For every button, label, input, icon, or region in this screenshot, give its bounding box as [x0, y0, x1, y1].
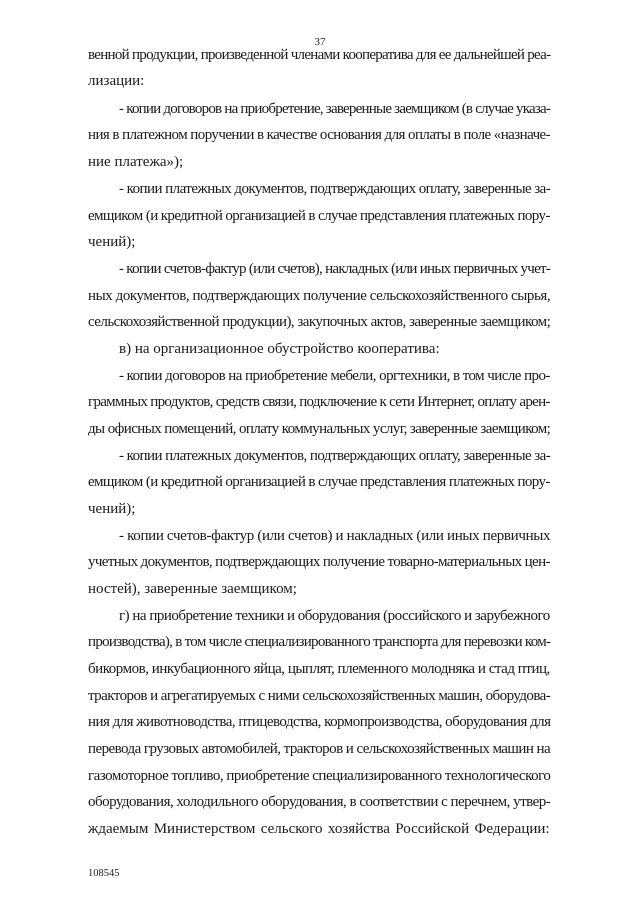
text-line: емщиком (и кредитной организацией в случае представления платежных пору-	[88, 208, 550, 224]
text-line: - копии платежных документов, подтверждающих оплату, заверенные за-	[119, 181, 551, 197]
text-line: - копии договоров на приобретение, заверенные заемщиком (в случае указа-	[119, 101, 551, 117]
text-line: - копии договоров на приобретение мебели, оргтехники, в том числе про-	[119, 368, 550, 384]
footer-code: 108545	[88, 868, 120, 879]
text-line: - копии платежных документов, подтверждающих оплату, заверенные за-	[119, 448, 551, 464]
text-line: ды офисных помещений, оплату коммунальных услуг, заверенные заемщиком;	[88, 421, 551, 437]
text-line: чений);	[88, 234, 136, 250]
page-number: 37	[314, 36, 326, 48]
text-line: ждаемым Министерством сельского хозяйства Российской Федерации:	[88, 821, 550, 837]
text-line: сельскохозяйственной продукции), закупочных актов, заверенные заемщиком;	[88, 314, 551, 330]
text-line: г) на приобретение техники и оборудования (российского и зарубежного	[119, 608, 550, 624]
text-line: лизации:	[88, 73, 145, 89]
text-line: учетных документов, подтверждающих получение товарно-материальных цен-	[88, 554, 550, 570]
text-line: производства), в том числе специализированного транспорта для перевозки ком-	[88, 634, 551, 650]
text-line: бикормов, инкубационного яйца, цыплят, племенного молодняка и стад птиц,	[88, 661, 550, 677]
text-line: ние платежа»);	[88, 154, 184, 170]
text-line: венной продукции, произведенной членами кооператива для ее дальнейшей реа-	[88, 47, 551, 63]
text-line: в) на организационное обустройство кооператива:	[119, 341, 440, 357]
text-line: - копии счетов-фактур (или счетов) и накладных (или иных первичных	[119, 528, 551, 544]
text-line: чений);	[88, 501, 136, 517]
text-line: граммных продуктов, средств связи, подключение к сети Интернет, оплату арен-	[88, 394, 550, 410]
text-line: тракторов и агрегатируемых с ними сельскохозяйственных машин, оборудова-	[88, 688, 551, 704]
text-line: ния для животноводства, птицеводства, кормопроизводства, оборудования для	[88, 714, 551, 730]
text-line: перевода грузовых автомобилей, тракторов и сельскохозяйственных машин на	[88, 741, 551, 757]
text-line: оборудования, холодильного оборудования, в соответствии с перечнем, утвер-	[88, 794, 551, 810]
text-line: емщиком (и кредитной организацией в случае представления платежных пору-	[88, 474, 550, 490]
text-line: ния в платежном поручении в качестве основания для оплаты в поле «назначе-	[88, 127, 551, 143]
text-line: - копии счетов-фактур (или счетов), накладных (или иных первичных учет-	[119, 261, 551, 277]
text-line: ных документов, подтверждающих получение сельскохозяйственного сырья,	[88, 288, 551, 304]
text-line: ностей), заверенные заемщиком;	[88, 581, 297, 597]
text-line: газомоторное топливо, приобретение специализированного технологического	[88, 768, 551, 784]
